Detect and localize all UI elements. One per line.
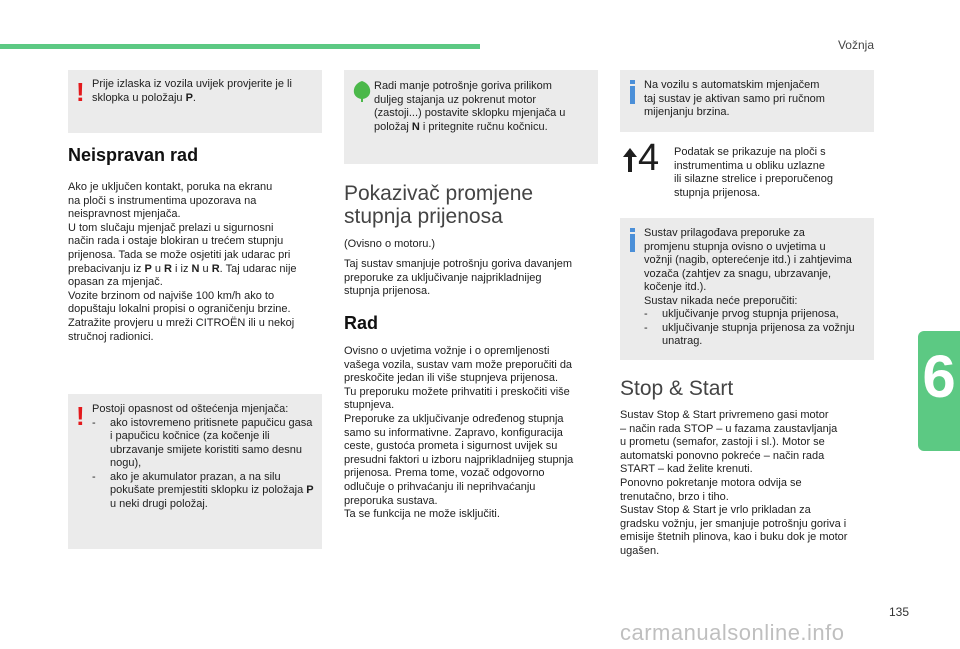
info-line: kočenje itd.). xyxy=(644,281,707,293)
stop-start-paragraph: Sustav Stop & Start privremeno gasi motor – način rada STOP – u fazama zaustavljanja u prometu (semafor, zastoji i sl.). Motor se automatski ponovno pokreće – način rada START – kad želite krenuti. Ponovno pokretanje motora odvija se trenutačno, brzo i tiho. Sustav Stop & Start je vrlo prikladan za gradsku vožnju, jer smanjuje potrošnju goriva i emisije štetnih plinova, kao i buku dok je motor ugašen. xyxy=(620,409,848,557)
warning-list xyxy=(92,417,314,512)
recommended-gear: 4 xyxy=(638,137,660,179)
section-title: Vožnja xyxy=(837,38,874,52)
warning-icon: ! xyxy=(76,401,85,431)
list-item: - uključivanje stupnja prijenosa za vožnju unatrag. xyxy=(644,322,872,349)
heading-gear-indicator: Pokazivač promjene stupnja prijenosa xyxy=(344,182,534,228)
engine-note: (Ovisno o motoru.) xyxy=(344,238,436,250)
chapter-number: 6 xyxy=(922,343,956,410)
eco-tip-box xyxy=(344,70,598,164)
gear-shift-indicator-icon xyxy=(620,137,668,180)
info-icon xyxy=(630,86,635,104)
arrow-up-icon xyxy=(620,146,640,176)
warning-box-ignition xyxy=(68,70,322,133)
watermark: carmanualsonline.info xyxy=(620,620,845,645)
gear-display-text: Podatak se prikazuje na ploči s instrumentima u obliku uzlazne ili silazne strelice i preporučenog stupnja prijenosa. xyxy=(674,146,833,199)
eco-leaf-icon xyxy=(352,80,372,102)
info-line: Sustav prilagođava preporuke za xyxy=(644,227,805,239)
info-icon xyxy=(630,234,635,252)
warning-intro: Postoji opasnost od oštećenja mjenjača: xyxy=(92,403,289,415)
warning-icon: ! xyxy=(76,77,85,107)
gear-indicator-intro: Taj sustav smanjuje potrošnju goriva davanjem preporuke za uključivanje najprikladnijeg stupnja prijenosa. xyxy=(344,258,573,298)
list-item: - ako je akumulator prazan, a na silu pokušate premjestiti sklopku iz položaja P u neki drugi položaj. xyxy=(92,471,314,512)
eco-tip-text: Radi manje potrošnje goriva prilikom duljeg stajanja uz pokrenut motor (zastoji...) postavite sklopku mjenjača u položaj N i pritegnite ručnu kočnicu. xyxy=(374,80,566,133)
heading-malfunction: Neispravan rad xyxy=(68,145,199,165)
info-line: vožnji (nagib, opterećenje itd.) i zahtjevima xyxy=(644,254,852,266)
info-text: Na vozilu s automatskim mjenjačem taj sustav je aktivan samo pri ručnom mijenjanju brzina. xyxy=(644,79,825,119)
info-list xyxy=(644,308,872,349)
warning-text: Prije izlaska iz vozila uvijek provjerite je li sklopka u položaju P. xyxy=(92,78,292,104)
malfunction-paragraph: Ako je uključen kontakt, poruka na ekranu na ploči s instrumentima upozorava na neispravnost mjenjača. U tom slučaju mjenjač prelazi u sigurnosni način rada i ostaje blokiran u trećem stupnju prijenosa. Tada se može osjetiti jak udarac pri prebacivanju iz P u R i iz N u R. Taj udarac nije opasan za mjenjač. Vozite brzinom od najviše 100 km/h ako to dopuštaju lokalni propisi o ograničenju brzine. Zatražite provjeru u mreži CITROËN ili u nekoj stručnoj radionici. xyxy=(68,181,297,343)
warning-box-damage xyxy=(68,394,322,549)
info-box-adaptation xyxy=(620,218,874,360)
top-accent-bar xyxy=(0,44,480,49)
page-number: 135 xyxy=(889,605,910,619)
heading-operation: Rad xyxy=(344,313,379,333)
operation-paragraph: Ovisno o uvjetima vožnje i o opremljenosti vašega vozila, sustav vam može preporučiti da preskočite jedan ili više stupnjeva prijenosa. Tu preporuku možete prihvatiti i preskočiti više stupnjeva. Preporuke za uključivanje određenog stupnja samo su informativne. Zapravo, konfiguracija ceste, gustoća prometa i sigurnost uvijek su presudni faktori u izboru najprikladnijeg stupnja prijenosa. Prema tome, vozač odgovorno odlučuje o prihvaćanju ili neprihvaćanju preporuka sustava. Ta se funkcija ne može isključiti. xyxy=(344,345,574,521)
list-item: - uključivanje prvog stupnja prijenosa, xyxy=(644,308,872,322)
info-line: vozača (zahtjev za snagu, ubrzavanje, xyxy=(644,267,832,280)
info-box-automatic xyxy=(620,70,874,132)
heading-stop-start: Stop & Start xyxy=(620,377,734,400)
info-line: Sustav nikada neće preporučiti: xyxy=(644,294,798,307)
info-line: promjenu stupnja ovisno o uvjetima u xyxy=(644,240,826,253)
list-item: - ako istovremeno pritisnete papučicu gasa i papučicu kočnice (za kočenje ili ubrzavanje smijete koristiti samo desnu nogu), xyxy=(92,417,314,471)
